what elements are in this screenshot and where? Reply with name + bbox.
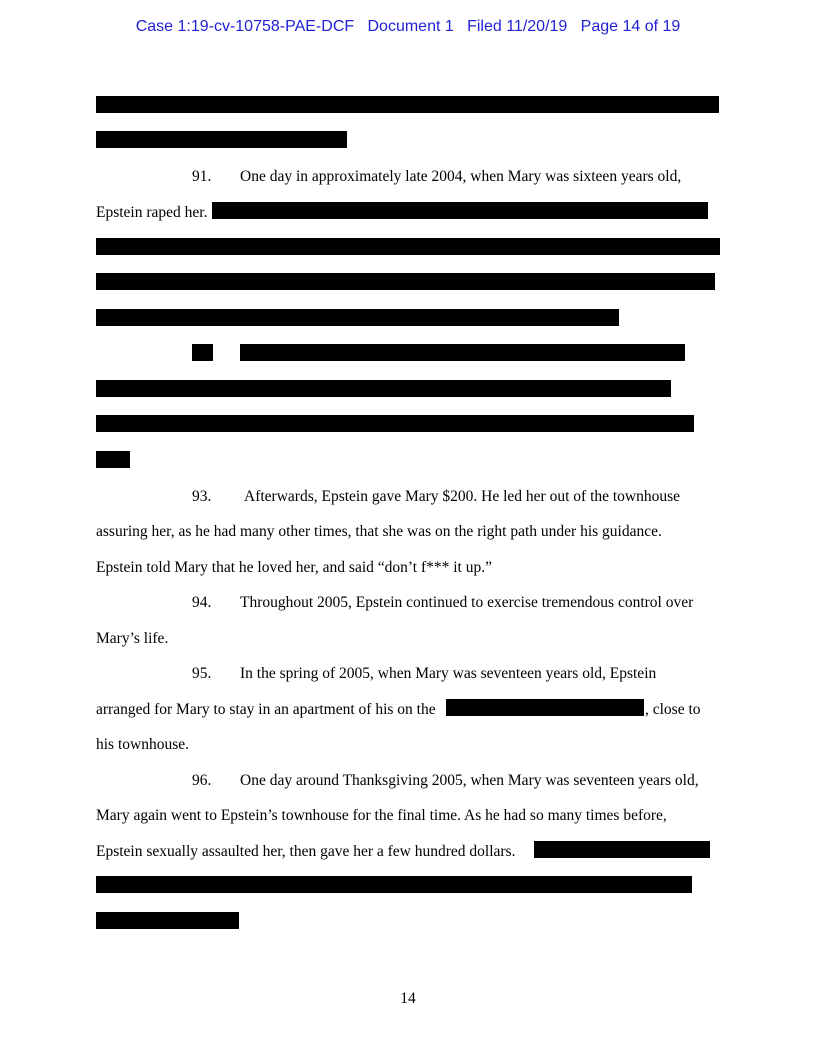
document-number: Document 1 xyxy=(367,18,454,35)
paragraph-text: Epstein sexually assaulted her, then gave her a few hundred dollars. xyxy=(96,843,516,860)
redaction-block xyxy=(96,131,347,148)
redaction-block xyxy=(96,876,692,893)
redaction-block xyxy=(446,699,644,716)
filed-date: Filed 11/20/19 xyxy=(467,18,568,35)
redaction-block xyxy=(192,344,213,361)
redaction-block xyxy=(96,309,619,326)
paragraph-text: Mary again went to Epstein’s townhouse for the final time. As he had so many times before, xyxy=(96,807,667,824)
paragraph-text: One day in approximately late 2004, when Mary was sixteen years old, xyxy=(240,168,682,185)
redaction-block xyxy=(96,451,130,468)
redaction-block xyxy=(96,415,694,432)
page-number: 14 xyxy=(400,990,416,1007)
paragraph-number: 91. xyxy=(192,168,212,185)
paragraph-text: Afterwards, Epstein gave Mary $200. He led her out of the townhouse xyxy=(244,488,681,505)
redaction-block xyxy=(96,912,239,929)
paragraph-text: assuring her, as he had many other times, that she was on the right path under his guidance. xyxy=(96,523,662,540)
paragraph-text: Epstein told Mary that he loved her, and said “don’t f*** it up.” xyxy=(96,559,492,576)
page-count: Page 14 of 19 xyxy=(580,18,681,35)
paragraph-number: 95. xyxy=(192,665,212,682)
paragraph-number: 96. xyxy=(192,772,212,789)
paragraph-number: 94. xyxy=(192,594,212,611)
paragraph-text: arranged for Mary to stay in an apartment of his on the xyxy=(96,701,436,718)
redaction-block xyxy=(240,344,685,361)
case-header xyxy=(0,17,816,37)
redaction-block xyxy=(212,202,708,219)
case-number: Case 1:19-cv-10758-PAE-DCF xyxy=(135,18,355,35)
paragraph-text: One day around Thanksgiving 2005, when Mary was seventeen years old, xyxy=(240,772,699,789)
redaction-block xyxy=(96,96,719,113)
redaction-block xyxy=(96,273,715,290)
paragraph-text: In the spring of 2005, when Mary was seventeen years old, Epstein xyxy=(240,665,657,682)
redaction-block xyxy=(96,380,671,397)
paragraph-text: Mary’s life. xyxy=(96,630,169,647)
paragraph-text: Epstein raped her. xyxy=(96,204,208,221)
redaction-block xyxy=(534,841,710,858)
paragraph-text: Throughout 2005, Epstein continued to exercise tremendous control over xyxy=(240,594,694,611)
redaction-block xyxy=(96,238,720,255)
paragraph-number: 93. xyxy=(192,488,212,505)
paragraph-text: , close to xyxy=(645,701,701,718)
paragraph-text: his townhouse. xyxy=(96,736,189,753)
